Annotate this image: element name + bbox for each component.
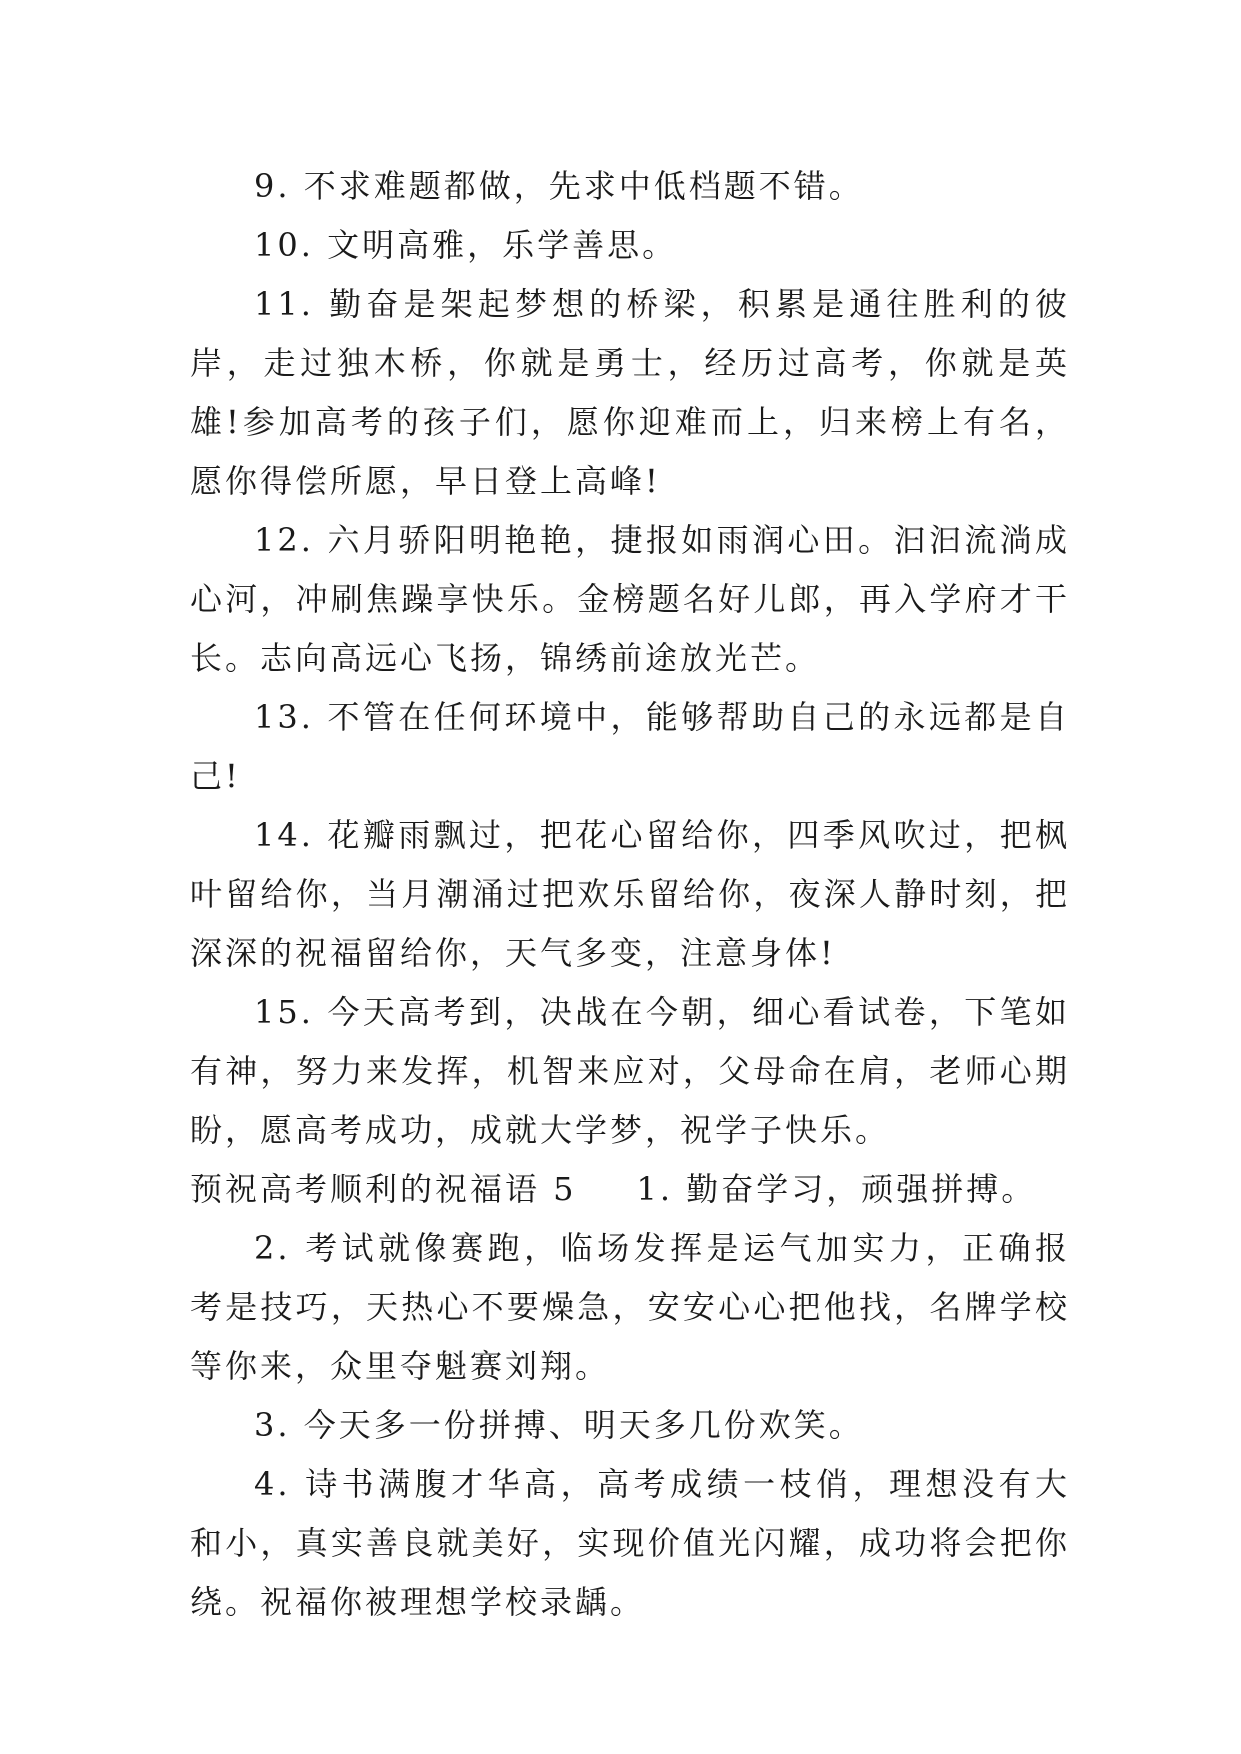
- paragraph-item-2: 2. 考试就像赛跑，临场发挥是运气加实力，正确报考是技巧，天热心不要燥急，安安心心把他找，名牌学校等你来，众里夺魁赛刘翔。: [190, 1229, 1070, 1385]
- document-body: [190, 157, 1070, 1632]
- paragraph-item-10: 10. 文明高雅，乐学善思。: [254, 226, 678, 264]
- paragraph-item-12: 12. 六月骄阳明艳艳，捷报如雨润心田。汩汩流淌成心河，冲刷焦躁享快乐。金榜题名好儿郎，再入学府才干长。志向高远心飞扬，锦绣前途放光芒。: [190, 521, 1070, 677]
- section-first-item: 1. 勤奋学习，顽强拼搏。: [636, 1170, 1037, 1208]
- paragraph-item-4: 4. 诗书满腹才华高，高考成绩一枝俏，理想没有大和小，真实善良就美好，实现价值光闪耀，成功将会把你绕。祝福你被理想学校录龋。: [190, 1465, 1070, 1621]
- paragraph-item-9: 9. 不求难题都做，先求中低档题不错。: [254, 167, 864, 205]
- paragraph-item-15: 15. 今天高考到，决战在今朝，细心看试卷，下笔如有神，努力来发挥，机智来应对，父母命在肩，老师心期盼，愿高考成功，成就大学梦，祝学子快乐。: [190, 993, 1070, 1149]
- section-heading-line: [190, 1160, 1070, 1219]
- paragraph-item-13: 13. 不管在任何环境中，能够帮助自己的永远都是自己!: [190, 698, 1070, 795]
- paragraph-item-11: 11. 勤奋是架起梦想的桥梁，积累是通往胜利的彼岸，走过独木桥，你就是勇士，经历过高考，你就是英雄!参加高考的孩子们，愿你迎难而上，归来榜上有名，愿你得偿所愿，早日登上高峰!: [190, 285, 1070, 500]
- paragraph-item-14: 14. 花瓣雨飘过，把花心留给你，四季风吹过，把枫叶留给你，当月潮涌过把欢乐留给你，夜深人静时刻，把深深的祝福留给你，天气多变，注意身体!: [190, 816, 1070, 972]
- paragraph-item-3: 3. 今天多一份拼搏、明天多几份欢笑。: [254, 1406, 864, 1444]
- section-heading: 预祝高考顺利的祝福语 5: [190, 1170, 577, 1208]
